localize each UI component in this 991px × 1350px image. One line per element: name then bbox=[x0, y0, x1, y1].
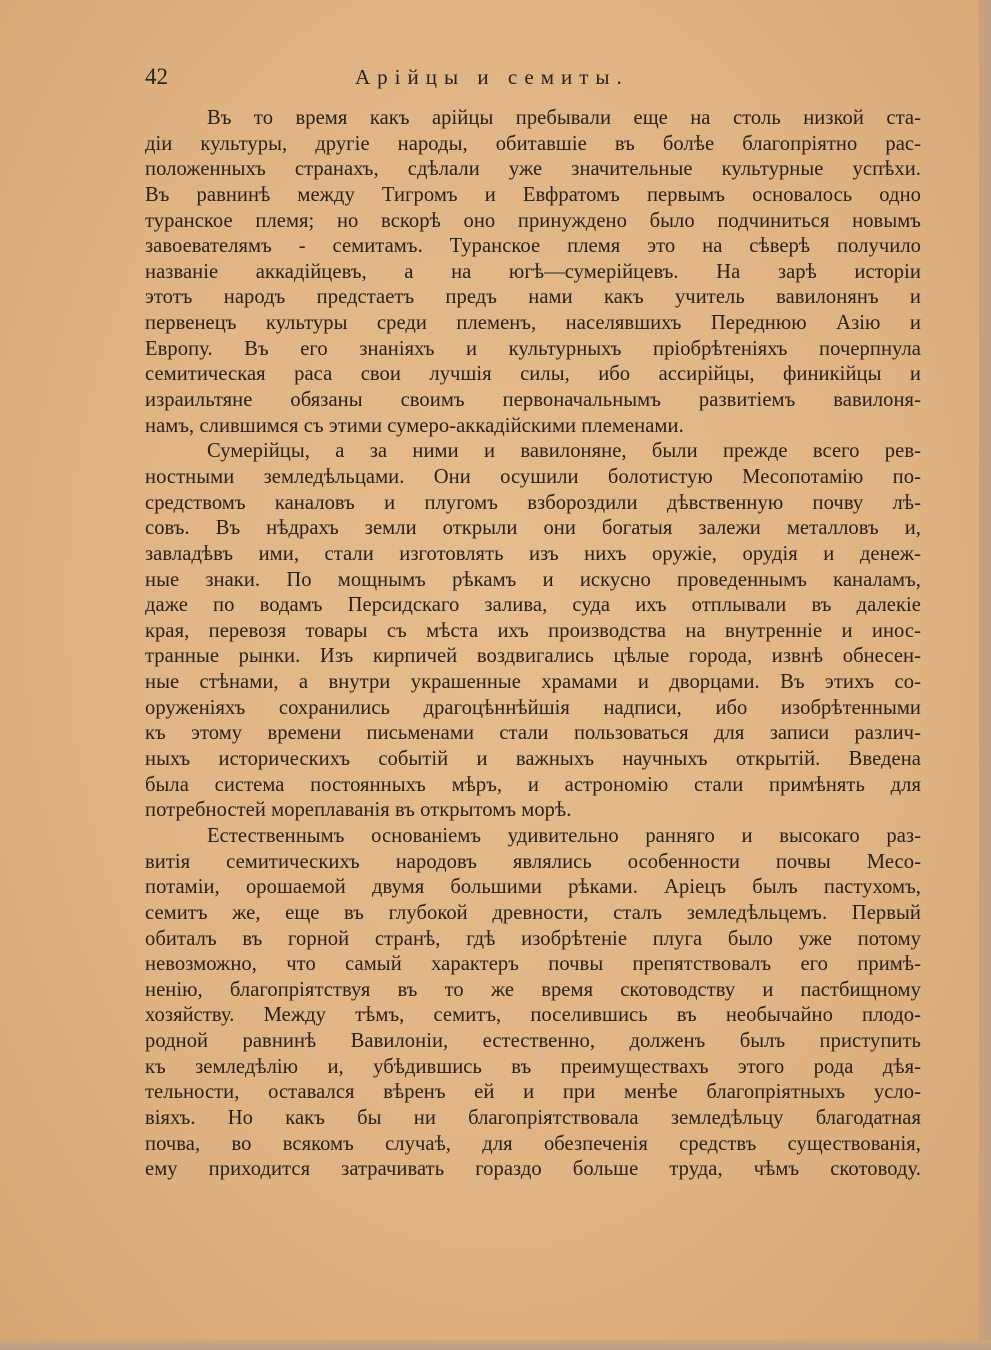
text-line: тельности, оставался вѣренъ ей и при менѣе благопріятныхъ усло- bbox=[145, 1081, 921, 1104]
text-line: завладѣвъ ими, стали изготовлять изъ нихъ оружіе, орудія и денеж- bbox=[145, 542, 921, 565]
text-line: первенецъ культуры среди племенъ, населявшихъ Переднюю Азію и bbox=[145, 312, 921, 335]
text-line: невозможно, что самый характеръ почвы препятствовалъ его примѣ- bbox=[145, 953, 921, 976]
text-line: транные рынки. Изъ кирпичей воздвигались цѣлые города, извнѣ обнесен- bbox=[145, 645, 921, 668]
page-edge-right bbox=[979, 0, 991, 1350]
text-line: Сумерійцы, а за ними и вавилоняне, были прежде всего рев- bbox=[207, 440, 921, 463]
text-line: Въ равнинѣ между Тигромъ и Евфратомъ первымъ основалось одно bbox=[145, 183, 921, 206]
text-line: израильтяне обязаны своимъ первоначальнымъ развитіемъ вавилоня- bbox=[145, 389, 921, 412]
text-line: ные знаки. По мощнымъ рѣкамъ и искусно проведеннымъ каналамъ, bbox=[145, 568, 921, 591]
page-header bbox=[145, 62, 921, 92]
text-line: положенныхъ странахъ, сдѣлали уже значительные культурные успѣхи. bbox=[145, 158, 921, 181]
text-line: средствомъ каналовъ и плугомъ взбороздили дѣвственную почву лѣ- bbox=[145, 491, 921, 514]
body-text bbox=[145, 106, 921, 1183]
text-line: Европу. Въ его знаніяхъ и культурныхъ пріобрѣтеніяхъ почерпнула bbox=[145, 337, 921, 360]
text-line: хозяйству. Между тѣмъ, семитъ, поселившись въ необычайно плодо- bbox=[145, 1004, 921, 1027]
text-line: ные стѣнами, а внутри украшенные храмами и дворцами. Въ этихъ со- bbox=[145, 671, 921, 694]
text-line: ностными земледѣльцами. Они осушили болотистую Месопотамію по- bbox=[145, 465, 921, 488]
text-line: родной равнинѣ Вавилоніи, естественно, долженъ былъ приступить bbox=[145, 1030, 921, 1053]
text-line: ненію, благопріятствуя въ то же время скотоводству и пастбищному bbox=[145, 978, 921, 1001]
text-line: названіе аккадійцевъ, а на югѣ—сумерійцевъ. На зарѣ исторіи bbox=[145, 260, 921, 283]
page-edge-bottom bbox=[0, 1340, 991, 1350]
text-line: края, перевозя товары съ мѣста ихъ производства на внутренніе и инос- bbox=[145, 619, 921, 642]
text-line: Естественнымъ основаніемъ удивительно ранняго и высокаго раз- bbox=[207, 824, 921, 847]
text-line: туранское племя; но вскорѣ оно принуждено было подчиниться новымъ bbox=[145, 209, 921, 232]
text-line: къ этому времени письменами стали пользоваться для записи различ- bbox=[145, 722, 921, 745]
text-line: семитическая раса свои лучшія силы, ибо ассирійцы, финикійцы и bbox=[145, 363, 921, 386]
text-line: діи культуры, другіе народы, обитавшіе въ болѣе благопріятно рас- bbox=[145, 132, 921, 155]
text-line: ныхъ историческихъ событій и важныхъ научныхъ открытій. Введена bbox=[145, 748, 921, 771]
text-line: витія семитическихъ народовъ являлись особенности почвы Месо- bbox=[145, 850, 921, 873]
text-line: оруженіяхъ сохранились драгоцѣннѣйшія надписи, ибо изобрѣтенными bbox=[145, 696, 921, 719]
text-line: къ земледѣлію и, убѣдившись въ преимуществахъ этого рода дѣя- bbox=[145, 1055, 921, 1078]
text-line: обиталъ въ горной странѣ, гдѣ изобрѣтеніе плуга было уже потому bbox=[145, 927, 921, 950]
text-line: намъ, слившимся съ этими сумеро-аккадійскими племенами. bbox=[145, 414, 684, 437]
text-line: даже по водамъ Персидскаго залива, суда ихъ отплывали въ далекіе bbox=[145, 594, 921, 617]
text-line: была система постоянныхъ мѣръ, и астрономію стали примѣнять для bbox=[145, 773, 921, 796]
text-line: Въ то время какъ арійцы пребывали еще на столь низкой ста- bbox=[207, 107, 921, 129]
text-line: совъ. Въ нѣдрахъ земли открыли они богатыя залежи металловъ и, bbox=[145, 517, 921, 540]
text-line: потребностей мореплаванія въ открытомъ морѣ. bbox=[145, 799, 572, 822]
text-line: почва, во всякомъ случаѣ, для обезпеченія средствъ существованія, bbox=[145, 1132, 921, 1155]
page-number: 42 bbox=[145, 64, 168, 89]
text-line: потаміи, орошаемой двумя большими рѣками. Аріецъ былъ пастухомъ, bbox=[145, 876, 921, 899]
text-line: семитъ же, еще въ глубокой древности, сталъ земледѣльцемъ. Первый bbox=[145, 901, 921, 924]
running-title: Арійцы и семиты. bbox=[355, 65, 629, 89]
text-line: этотъ народъ предстаетъ предъ нами какъ учитель вавилонянъ и bbox=[145, 286, 921, 309]
text-line: завоевателямъ - семитамъ. Туранское племя это на сѣверѣ получило bbox=[145, 235, 921, 258]
text-line: віяхъ. Но какъ бы ни благопріятствовала земледѣльцу благодатная bbox=[145, 1106, 921, 1129]
text-line: ему приходится затрачивать гораздо больше труда, чѣмъ скотоводу. bbox=[145, 1158, 921, 1181]
